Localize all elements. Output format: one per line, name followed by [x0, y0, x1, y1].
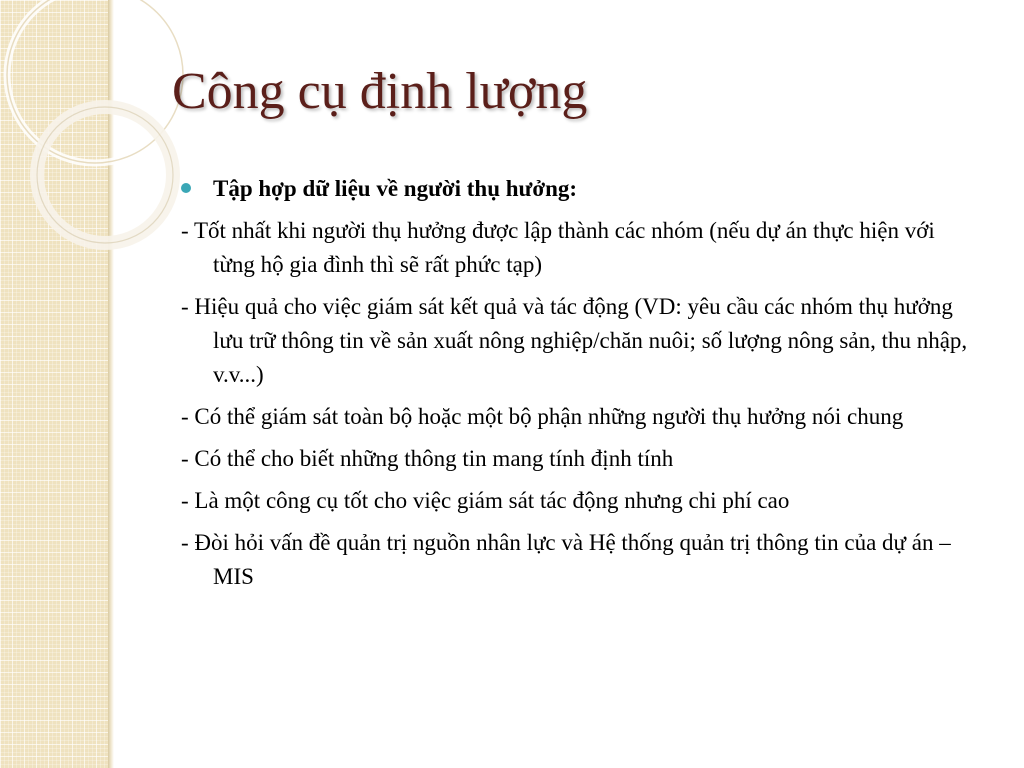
paragraph: - Tốt nhất khi người thụ hưởng được lập thành các nhóm (nếu dự án thực hiện với từng hộ gia đình thì sẽ rất phức tạp)	[181, 218, 935, 277]
paragraph: - Có thể giám sát toàn bộ hoặc một bộ phận những người thụ hưởng nói chung	[181, 404, 904, 429]
circle-bullet-icon	[181, 183, 191, 193]
slide-content	[181, 172, 971, 602]
paragraph: - Là một công cụ tốt cho việc giám sát tác động nhưng chi phí cao	[181, 488, 790, 513]
bullet-heading-text: Tập hợp dữ liệu về người thụ hưởng:	[213, 176, 578, 201]
paragraph: - Đòi hỏi vấn đề quản trị nguồn nhân lực và Hệ thống quản trị thông tin của dự án – MIS	[181, 530, 951, 589]
bullet-heading	[181, 172, 971, 206]
paragraph: - Có thể cho biết những thông tin mang tính định tính	[181, 446, 674, 471]
slide-title: Công cụ định lượng	[172, 63, 588, 120]
paragraph: - Hiệu quả cho việc giám sát kết quả và tác động (VD: yêu cầu các nhóm thụ hưởng lưu trữ thông tin về sản xuất nông nghiệp/chăn nuôi; số lượng nông sản, thu nhập, v.v...)	[181, 294, 968, 387]
